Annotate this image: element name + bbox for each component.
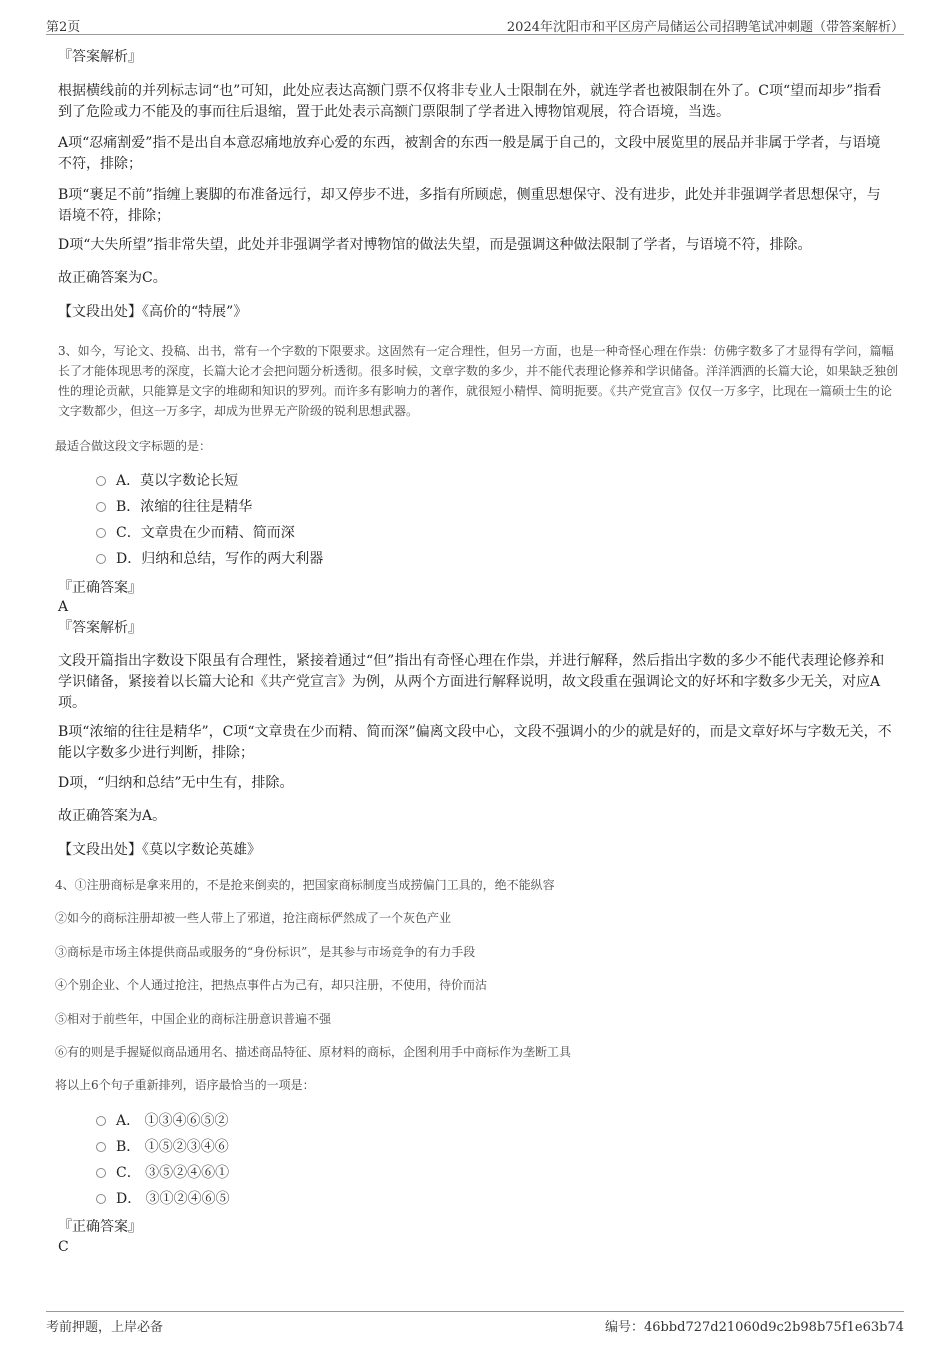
q2-source: 【文段出处】《高价的“特展”》: [58, 304, 248, 320]
option-label: A． ①③④⑥⑤②: [116, 1113, 229, 1129]
radio-icon[interactable]: [96, 1168, 106, 1178]
q4-sentence-2: ②如今的商标注册却被一些人带上了邪道，抢注商标俨然成了一个灰色产业: [55, 911, 452, 925]
q4-option-d[interactable]: [96, 1189, 230, 1209]
radio-icon[interactable]: [96, 1142, 106, 1152]
q4-question: 将以上6个句子重新排列，语序最恰当的一项是：: [55, 1078, 315, 1092]
radio-icon[interactable]: [96, 1116, 106, 1126]
page-header: [46, 14, 904, 35]
q3-option-b[interactable]: [96, 497, 252, 517]
radio-icon[interactable]: [96, 1194, 106, 1204]
option-label: D． ③①②④⑥⑤: [116, 1191, 230, 1207]
page-number: 第2页: [46, 20, 81, 35]
q3-question: 最适合做这段文字标题的是：: [55, 439, 212, 453]
q2-conclusion: 故正确答案为C。: [58, 270, 167, 286]
q3-conclusion: 故正确答案为A。: [58, 808, 167, 824]
page-footer: [46, 1311, 904, 1334]
q2-analysis-p3: B项“裹足不前”指缠上裹脚的布准备远行，却又停步不进，多指有所顾虑，侧重思想保守、没有进步，此处并非强调学者思想保守，与语境不符，排除；: [58, 187, 881, 224]
q4-sentence-3: ③商标是市场主体提供商品或服务的“身份标识”，是其参与市场竞争的有力手段: [55, 945, 476, 959]
q3-analysis-label: 『答案解析』: [58, 620, 142, 636]
q3-stem: 3、如今，写论文、投稿、出书，常有一个字数的下限要求。这固然有一定合理性，但另一方面，也是一种奇怪心理在作祟：仿佛字数多了才显得有学问，篇幅长了才能体现思考的深度，长篇大论才会把问题分析透彻。很多时候，文章字数的多少，并不能代表理论修养和学识储备。洋洋洒洒的长篇大论，如果缺乏独创性的理论贡献，只能算是文字的堆砌和知识的罗列。而许多有影响力的著作，就很短小精悍、简明扼要。《共产党宣言》仅仅一万多字，比现在一篇硕士生的论文字数都少，但这一万多字，却成为世界无产阶级的锐利思想武器。: [58, 344, 899, 418]
option-label: B．浓缩的往往是精华: [116, 499, 253, 515]
q4-sentence-6: ⑥有的则是手握疑似商品通用名、描述商品特征、原材料的商标，企图利用手中商标作为垄断工具: [55, 1045, 572, 1059]
q3-answer: A: [58, 599, 69, 615]
q4-sentence-4: ④个别企业、个人通过抢注，把热点事件占为己有，却只注册，不使用，待价而沽: [55, 978, 488, 992]
q3-option-c[interactable]: [96, 523, 295, 543]
radio-icon[interactable]: [96, 502, 106, 512]
q2-analysis-p4: D项“大失所望”指非常失望，此处并非强调学者对博物馆的做法失望，而是强调这种做法限制了学者，与语境不符，排除。: [58, 237, 812, 253]
q2-analysis-p1: 根据横线前的并列标志词“也”可知，此处应表达高额门票不仅将非专业人士限制在外，就连学者也被限制在外了。C项“望而却步”指看到了危险或力不能及的事而往后退缩，置于此处表示高额门票限制了学者进入博物馆观展，符合语境，当选。: [58, 83, 882, 120]
q4-sentence-5: ⑤相对于前些年，中国企业的商标注册意识普遍不强: [55, 1012, 332, 1026]
q4-sentence-1: 4、①注册商标是拿来用的，不是抢来倒卖的，把国家商标制度当成捞偏门工具的，绝不能纵容: [55, 878, 555, 892]
q4-option-a[interactable]: [96, 1111, 229, 1131]
q3-option-d[interactable]: [96, 549, 323, 569]
option-label: D．归纳和总结，写作的两大利器: [116, 551, 324, 567]
radio-icon[interactable]: [96, 554, 106, 564]
q3-analysis-p1: 文段开篇指出字数设下限虽有合理性，紧接着通过“但”指出有奇怪心理在作祟，并进行解释，然后指出字数的多少不能代表理论修养和学识储备，紧接着以长篇大论和《共产党宣言》为例，从两个方面进行解释说明，故文段重在强调论文的好坏和字数多少无关，对应A项。: [58, 653, 885, 711]
option-label: B． ①⑤②③④⑥: [116, 1139, 229, 1155]
q3-option-a[interactable]: [96, 471, 238, 491]
q4-option-c[interactable]: [96, 1163, 229, 1183]
q3-analysis-p3: D项，“归纳和总结”无中生有，排除。: [58, 775, 294, 791]
option-label: A．莫以字数论长短: [116, 473, 239, 489]
q2-analysis-p2: A项“忍痛割爱”指不是出自本意忍痛地放弃心爱的东西，被割舍的东西一般是属于自己的，文段中展览里的展品并非属于学者，与语境不符，排除；: [58, 135, 881, 172]
q4-answer-label: 『正确答案』: [58, 1219, 142, 1235]
q4-option-b[interactable]: [96, 1137, 229, 1157]
q3-source: 【文段出处】《莫以字数论英雄》: [58, 842, 261, 858]
radio-icon[interactable]: [96, 528, 106, 538]
option-label: C．文章贵在少而精、简而深: [116, 525, 295, 541]
option-label: C． ③⑤②④⑥①: [116, 1165, 230, 1181]
radio-icon[interactable]: [96, 476, 106, 486]
q4-answer: C: [58, 1239, 69, 1255]
q2-analysis-label: 『答案解析』: [58, 49, 142, 65]
document-id: 编号：46bbd727d21060d9c2b98b75f1e63b74: [604, 1320, 904, 1335]
q3-answer-label: 『正确答案』: [58, 580, 142, 596]
q3-analysis-p2: B项“浓缩的往往是精华”，C项“文章贵在少而精、简而深”偏离文段中心，文段不强调小的少的就是好的，而是文章好坏与字数无关，不能以字数多少进行判断，排除；: [58, 724, 892, 761]
document-title: 2024年沈阳市和平区房产局储运公司招聘笔试冲刺题（带答案解析）: [506, 20, 904, 35]
footer-slogan: 考前押题，上岸必备: [46, 1320, 164, 1335]
